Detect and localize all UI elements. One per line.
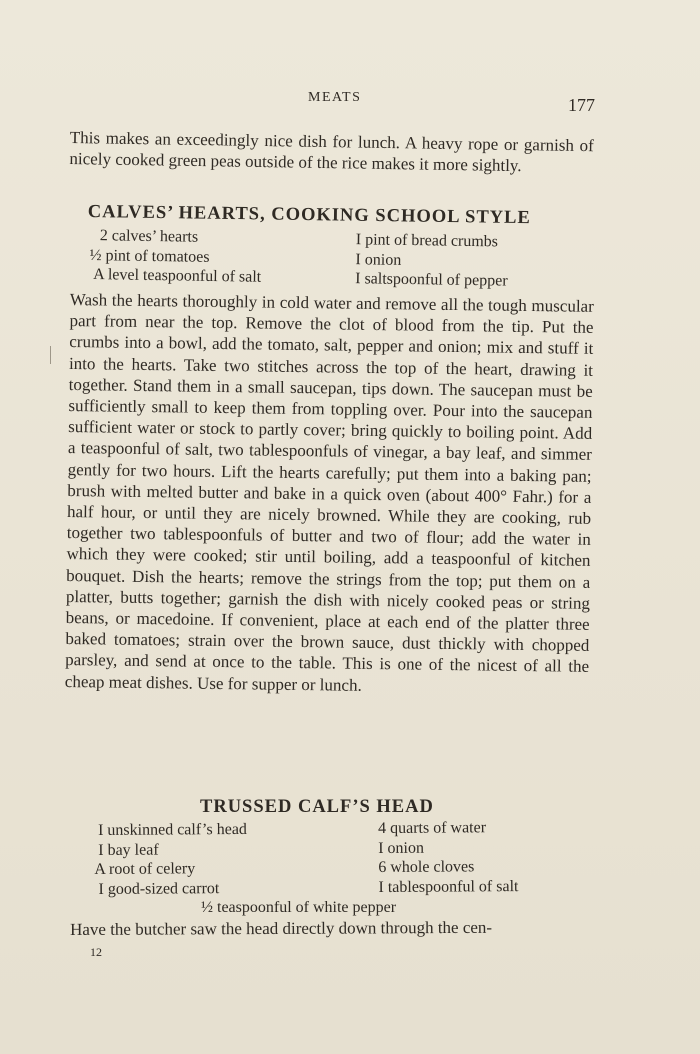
ingredient-item: 4 quarts of water — [378, 819, 487, 838]
ingredient-list-calves-hearts — [89, 226, 586, 292]
ingredient-list-trussed-calfs-head — [94, 817, 599, 899]
ingredient-item: I onion — [378, 839, 425, 857]
recipe-title-trussed-calfs-head: TRUSSED CALF’S HEAD — [200, 797, 434, 817]
ingredient-item: I saltspoonful of pepper — [355, 270, 508, 290]
margin-mark — [50, 346, 51, 364]
ingredient-item: I unskinned calf’s head — [98, 820, 247, 839]
recipe-title-calves-hearts: CALVES’ HEARTS, COOKING SCHOOL STYLE — [87, 202, 531, 229]
ingredient-item: ½ pint of tomatoes — [89, 246, 210, 266]
ingredient-item-centered: ½ teaspoonful of white pepper — [201, 899, 397, 916]
ingredient-item: 6 whole cloves — [378, 858, 475, 877]
page-number: 177 — [568, 95, 595, 115]
ingredient-item: I tablespoonful of salt — [378, 877, 519, 896]
ingredient-item: A level teaspoonful of salt — [93, 266, 262, 286]
ingredient-item: I good-sized carrot — [98, 879, 220, 898]
intro-paragraph: This makes an exceedingly nice dish for lunch. A heavy rope or garnish of nicely cooked green peas outside of the rice makes it more sightly. — [69, 127, 594, 176]
running-head: MEATS — [308, 90, 362, 105]
ingredient-item: A root of celery — [94, 860, 196, 878]
ingredient-item: I pint of bread crumbs — [355, 231, 499, 251]
ingredient-item: I onion — [355, 250, 402, 269]
ingredient-item: I bay leaf — [98, 841, 159, 859]
signature-mark: 12 — [90, 945, 102, 959]
ingredient-item: 2 calves’ hearts — [99, 227, 199, 246]
method-paragraph-trussed-calfs-head: Have the butcher saw the head directly down through the cen- — [70, 917, 493, 939]
method-paragraph-calves-hearts: Wash the hearts thoroughly in cold water and remove all the tough muscular part from near the top. Remove the clot of blood from the tip. Put the crumbs into a bowl, add the tomato, salt, pepper and onion; mix and stuff it into the hearts. Take two stitches across the top of the heart, drawing it together. Stand them in a small saucepan, tips down. The saucepan must be sufficiently small to keep them from toppling over. Pour into the saucepan sufficient water or stock to partly cover; bring quickly to boiling point. Add a teaspoonful of salt, two tablespoonfuls of vinegar, a bay leaf, and simmer gently for two hours. Lift the hearts carefully; put them into a baking pan; brush with melted butter and bake in a quick oven (about 400° Fahr.) for a half hour, or until they are nicely browned. While they are cooking, rub together two tablespoonfuls of butter and two of flour; add the water in which they were cooked; stir until boiling, add a teaspoonful of kitchen bouquet. Dish the hearts; remove the strings from the top; put them on a platter, butts together; garnish the dish with nicely cooked peas or string beans, or macedoine. If convenient, place at each end of the platter three baked tomatoes; strain over the brown sauce, dust thickly with chopped parsley, and send at once to the table. This is one of the nicest of all the cheap meat dishes. Use for supper or lunch. — [64, 289, 594, 695]
